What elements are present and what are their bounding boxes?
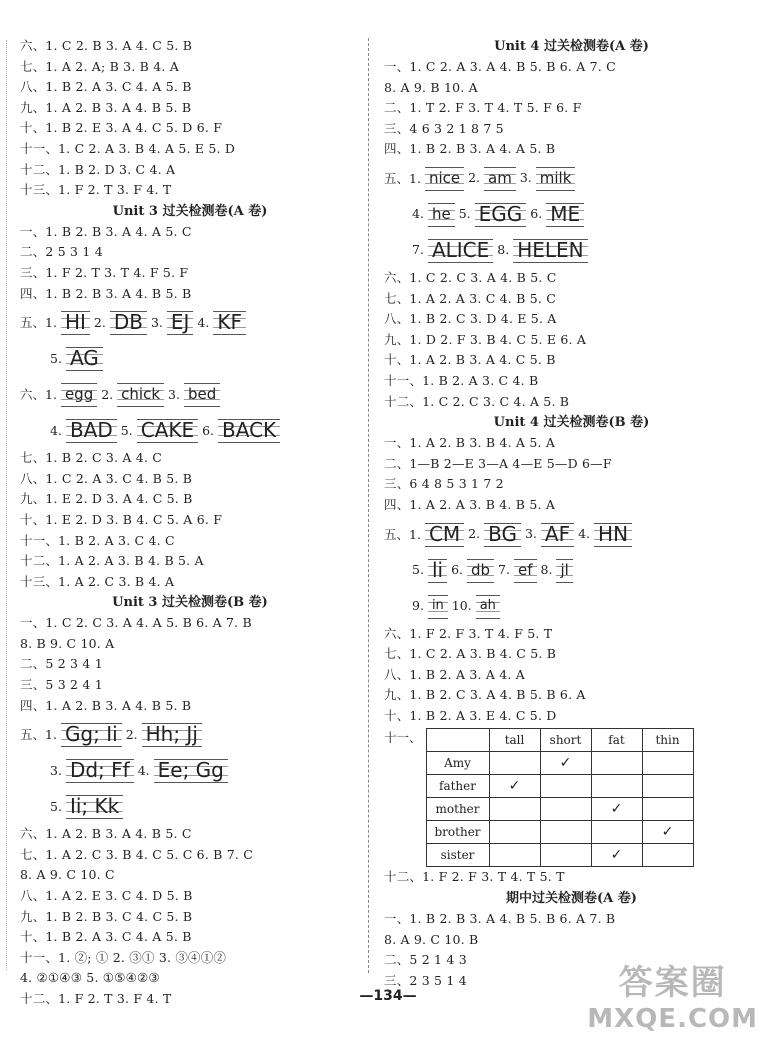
answer-line: 八、1. A 2. E 3. C 4. D 5. B: [20, 888, 193, 904]
handwriting-answer: BAD: [66, 417, 117, 443]
answer-line: 8. B 9. C 10. A: [20, 635, 115, 651]
watermark-logo: [587, 955, 758, 1034]
answer-line: 三、2 3 5 1 4: [384, 972, 467, 988]
handwriting-answer: nice: [425, 165, 464, 191]
answer-line: 十一、1. C 2. A 3. B 4. A 5. E 5. D: [20, 140, 236, 156]
answer-line: 三、6 4 8 5 3 1 7 2: [384, 476, 504, 492]
answer-line: 四、1. A 2. B 3. A 4. B 5. B: [20, 697, 192, 713]
answer-line: 十、1. B 2. A 3. C 4. A 5. B: [20, 929, 192, 945]
table-header-cell: fat: [591, 729, 642, 752]
left-column: [20, 36, 360, 1010]
handwriting-answer: CAKE: [137, 417, 198, 443]
answer-line: 六、1. C 2. B 3. A 4. C 5. B: [20, 38, 193, 53]
handwriting-answer: Dd; Ff: [66, 757, 134, 783]
check-mark-cell: [591, 821, 642, 844]
watermark-text: 答案圈: [618, 963, 727, 1003]
right-column: [384, 36, 759, 991]
answer-line: 九、1. B 2. B 3. C 4. C 5. B: [20, 908, 193, 924]
answer-line: 十一、1. B 2. A 3. C 4. C: [20, 532, 175, 548]
table-header-row: [426, 729, 693, 752]
answer-line: 十二、1. B 2. D 3. C 4. A: [20, 161, 176, 177]
handwriting-answer: jl: [556, 557, 572, 583]
answer-line: 九、1. A 2. B 3. A 4. B 5. B: [20, 99, 192, 115]
check-mark-cell: ✓: [540, 752, 591, 775]
handwriting-answer: EJ: [167, 309, 194, 335]
answer-line: 二、2 5 3 1 4: [20, 244, 103, 260]
answer-line: 二、5 2 1 4 3: [384, 952, 467, 968]
handwriting-answer: CM: [425, 521, 464, 547]
handwriting-line: 五、1. CM 2. BG 3. AF 4. HN: [384, 516, 759, 552]
handwriting-answer: in: [428, 593, 448, 619]
check-mark-cell: ✓: [591, 844, 642, 867]
table-header-cell: tall: [489, 729, 540, 752]
section-title-unit4-a: Unit 4 过关检测卷(A 卷): [494, 39, 649, 54]
check-mark-cell: [489, 798, 540, 821]
answer-line: 十二、1. F 2. F 3. T 4. T 5. T: [384, 869, 565, 885]
answer-line: 四、1. B 2. B 3. A 4. B 5. B: [20, 285, 192, 301]
handwriting-line: 五、1. nice 2. am 3. milk: [384, 160, 759, 196]
handwriting-line: 五、1. Gg; Ii 2. Hh; Jj: [20, 716, 360, 752]
handwriting-answer: Ee; Gg: [154, 757, 228, 783]
row-name: brother: [426, 821, 489, 844]
table-row: [426, 821, 693, 844]
handwriting-line: 六、1. egg 2. chick 3. bed: [20, 376, 360, 412]
handwriting-answer: am: [484, 165, 516, 191]
check-mark-cell: [642, 844, 693, 867]
answer-line: 三、4 6 3 2 1 8 7 5: [384, 120, 504, 136]
handwriting-answer: ah: [476, 593, 500, 619]
answer-line: 4. ②①④③ 5. ①⑤④②③: [20, 970, 160, 986]
answer-line: 六、1. F 2. F 3. T 4. F 5. T: [384, 625, 553, 641]
answer-line: 七、1. B 2. C 3. A 4. C: [20, 450, 163, 466]
answer-line: 九、1. E 2. D 3. A 4. C 5. B: [20, 491, 193, 507]
answer-line: 二、1. T 2. F 3. T 4. T 5. F 6. F: [384, 100, 582, 116]
handwriting-answer: li: [428, 557, 447, 583]
section-title-unit3-b: Unit 3 过关检测卷(B 卷): [112, 595, 268, 611]
table-header-cell: thin: [642, 729, 693, 752]
handwriting-answer: KF: [213, 309, 246, 335]
handwriting-answer: BG: [484, 521, 521, 547]
handwriting-answer: bed: [184, 381, 220, 407]
row-name: mother: [426, 798, 489, 821]
section-title-unit4-b: Unit 4 过关检测卷(B 卷): [493, 415, 650, 431]
answer-line: 三、5 3 2 4 1: [20, 677, 103, 693]
handwriting-line: 7. ALICE 8. HELEN: [384, 232, 759, 268]
handwriting-line: 4. BAD 5. CAKE 6. BACK: [20, 412, 360, 448]
answer-line: 九、1. D 2. F 3. B 4. C 5. E 6. A: [384, 331, 587, 347]
answer-line: 七、1. A 2. A 3. C 4. B 5. C: [384, 290, 556, 306]
answer-line: 十、1. B 2. E 3. A 4. C 5. D 6. F: [20, 120, 223, 136]
check-mark-cell: [642, 775, 693, 798]
answer-line: 8. A 9. C 10. C: [20, 867, 115, 883]
handwriting-line: 9. in 10. ah: [384, 588, 759, 624]
binding-edge: [6, 40, 7, 970]
answer-line: 八、1. B 2. A 3. A 4. A: [384, 666, 525, 682]
answer-line: 十、1. A 2. B 3. A 4. C 5. B: [384, 352, 556, 368]
answer-line: 十二、1. A 2. A 3. B 4. B 5. A: [20, 553, 204, 569]
answer-line: 八、1. B 2. C 3. D 4. E 5. A: [384, 311, 557, 327]
table-row: [426, 844, 693, 867]
answer-line: 六、1. A 2. B 3. A 4. B 5. C: [20, 826, 192, 842]
answer-line: 四、1. B 2. B 3. A 4. A 5. B: [384, 141, 556, 157]
table-header-cell: short: [540, 729, 591, 752]
check-mark-cell: [540, 844, 591, 867]
handwriting-answer: ALICE: [428, 237, 493, 263]
handwriting-answer: HELEN: [513, 237, 587, 263]
answer-line: 六、1. C 2. C 3. A 4. B 5. C: [384, 269, 557, 285]
answer-line: 十三、1. F 2. T 3. F 4. T: [20, 182, 172, 198]
check-mark-cell: [540, 775, 591, 798]
answer-line: 十一、1. B 2. A 3. C 4. B: [384, 372, 539, 388]
handwriting-answer: ef: [514, 557, 537, 583]
handwriting-answer: Ii; Kk: [66, 793, 123, 819]
answer-line: 十三、1. A 2. C 3. B 4. A: [20, 573, 175, 589]
column-divider: [368, 38, 369, 973]
answer-line: 九、1. B 2. C 3. A 4. B 5. B 6. A: [384, 687, 586, 703]
check-mark-cell: [540, 821, 591, 844]
check-mark-cell: ✓: [642, 821, 693, 844]
check-mark-cell: [591, 752, 642, 775]
answer-line: 二、5 2 3 4 1: [20, 656, 103, 672]
answer-table-block: [384, 728, 759, 867]
answer-line: 8. A 9. C 10. B: [384, 931, 479, 947]
answer-line: 七、1. A 2. C 3. B 4. C 5. C 6. B 7. C: [20, 846, 253, 862]
table-header-cell: [426, 729, 489, 752]
check-mark-cell: [642, 752, 693, 775]
handwriting-line: 3. Dd; Ff 4. Ee; Gg: [20, 752, 360, 788]
answer-line: 十、1. B 2. A 3. E 4. C 5. D: [384, 707, 557, 723]
handwriting-line: 4. he 5. EGG 6. ME: [384, 196, 759, 232]
handwriting-answer: egg: [61, 381, 97, 407]
handwriting-answer: Hh; Jj: [142, 721, 202, 747]
answer-line: 三、1. F 2. T 3. T 4. F 5. F: [20, 264, 189, 280]
handwriting-line: 5. AG: [20, 340, 360, 376]
answer-line: 十二、1. C 2. C 3. C 4. A 5. B: [384, 393, 570, 409]
watermark-url: MXQE.COM: [587, 1004, 758, 1034]
handwriting-answer: db: [467, 557, 494, 583]
answer-line: 一、1. B 2. B 3. A 4. B 5. B 6. A 7. B: [384, 911, 616, 927]
handwriting-answer: HN: [594, 521, 632, 547]
handwriting-answer: he: [428, 201, 455, 227]
answer-line: 七、1. A 2. A; B 3. B 4. A: [20, 58, 179, 74]
handwriting-answer: ME: [546, 201, 584, 227]
answer-line: 十一、1. ②; ① 2. ③① 3. ③④①②: [20, 949, 227, 965]
answer-line: 八、1. B 2. A 3. C 4. A 5. B: [20, 79, 192, 95]
row-name: Amy: [426, 752, 489, 775]
handwriting-answer: BACK: [218, 417, 280, 443]
handwriting-answer: AF: [541, 521, 574, 547]
check-mark-cell: [540, 798, 591, 821]
answer-line: 八、1. C 2. A 3. C 4. B 5. B: [20, 470, 193, 486]
handwriting-answer: milk: [536, 165, 576, 191]
answer-line: 一、1. A 2. B 3. B 4. A 5. A: [384, 435, 556, 451]
handwriting-answer: chick: [117, 381, 164, 407]
table-row: [426, 798, 693, 821]
check-mark-cell: [489, 844, 540, 867]
handwriting-line: 五、1. HI 2. DB 3. EJ 4. KF: [20, 304, 360, 340]
check-mark-cell: ✓: [489, 775, 540, 798]
answer-line: 8. A 9. B 10. A: [384, 79, 478, 95]
check-mark-cell: [642, 798, 693, 821]
table-row: [426, 775, 693, 798]
handwriting-answer: HI: [61, 309, 90, 335]
table-row: [426, 752, 693, 775]
handwriting-answer: EGG: [475, 201, 527, 227]
answer-line: 一、1. B 2. B 3. A 4. A 5. C: [20, 223, 192, 239]
section-title-midterm-a: 期中过关检测卷(A 卷): [506, 891, 637, 907]
check-mark-cell: ✓: [591, 798, 642, 821]
answer-line: 二、1—B 2—E 3—A 4—E 5—D 6—F: [384, 455, 612, 471]
handwriting-answer: Gg; Ii: [61, 721, 122, 747]
check-mark-cell: [489, 821, 540, 844]
check-mark-cell: [489, 752, 540, 775]
answer-line: 十、1. E 2. D 3. B 4. C 5. A 6. F: [20, 511, 223, 527]
table-label: 十一、: [384, 730, 422, 746]
row-name: sister: [426, 844, 489, 867]
handwriting-line: 5. Ii; Kk: [20, 788, 360, 824]
handwriting-answer: DB: [110, 309, 147, 335]
row-name: father: [426, 775, 489, 798]
answer-line: 七、1. C 2. A 3. B 4. C 5. B: [384, 646, 557, 662]
answer-line: 一、1. C 2. A 3. A 4. B 5. B 6. A 7. C: [384, 59, 616, 74]
answer-line: 一、1. C 2. C 3. A 4. A 5. B 6. A 7. B: [20, 615, 252, 631]
answer-line: 十二、1. F 2. T 3. F 4. T: [20, 991, 172, 1006]
answer-line: 四、1. A 2. A 3. B 4. B 5. A: [384, 496, 556, 512]
page-number: —134—: [359, 988, 417, 1004]
check-mark-cell: [591, 775, 642, 798]
handwriting-answer: AG: [66, 345, 103, 371]
answer-table: [426, 728, 694, 867]
section-title-unit3-a: Unit 3 过关检测卷(A 卷): [112, 203, 268, 219]
handwriting-line: 5. li 6. db 7. ef 8. jl: [384, 552, 759, 588]
